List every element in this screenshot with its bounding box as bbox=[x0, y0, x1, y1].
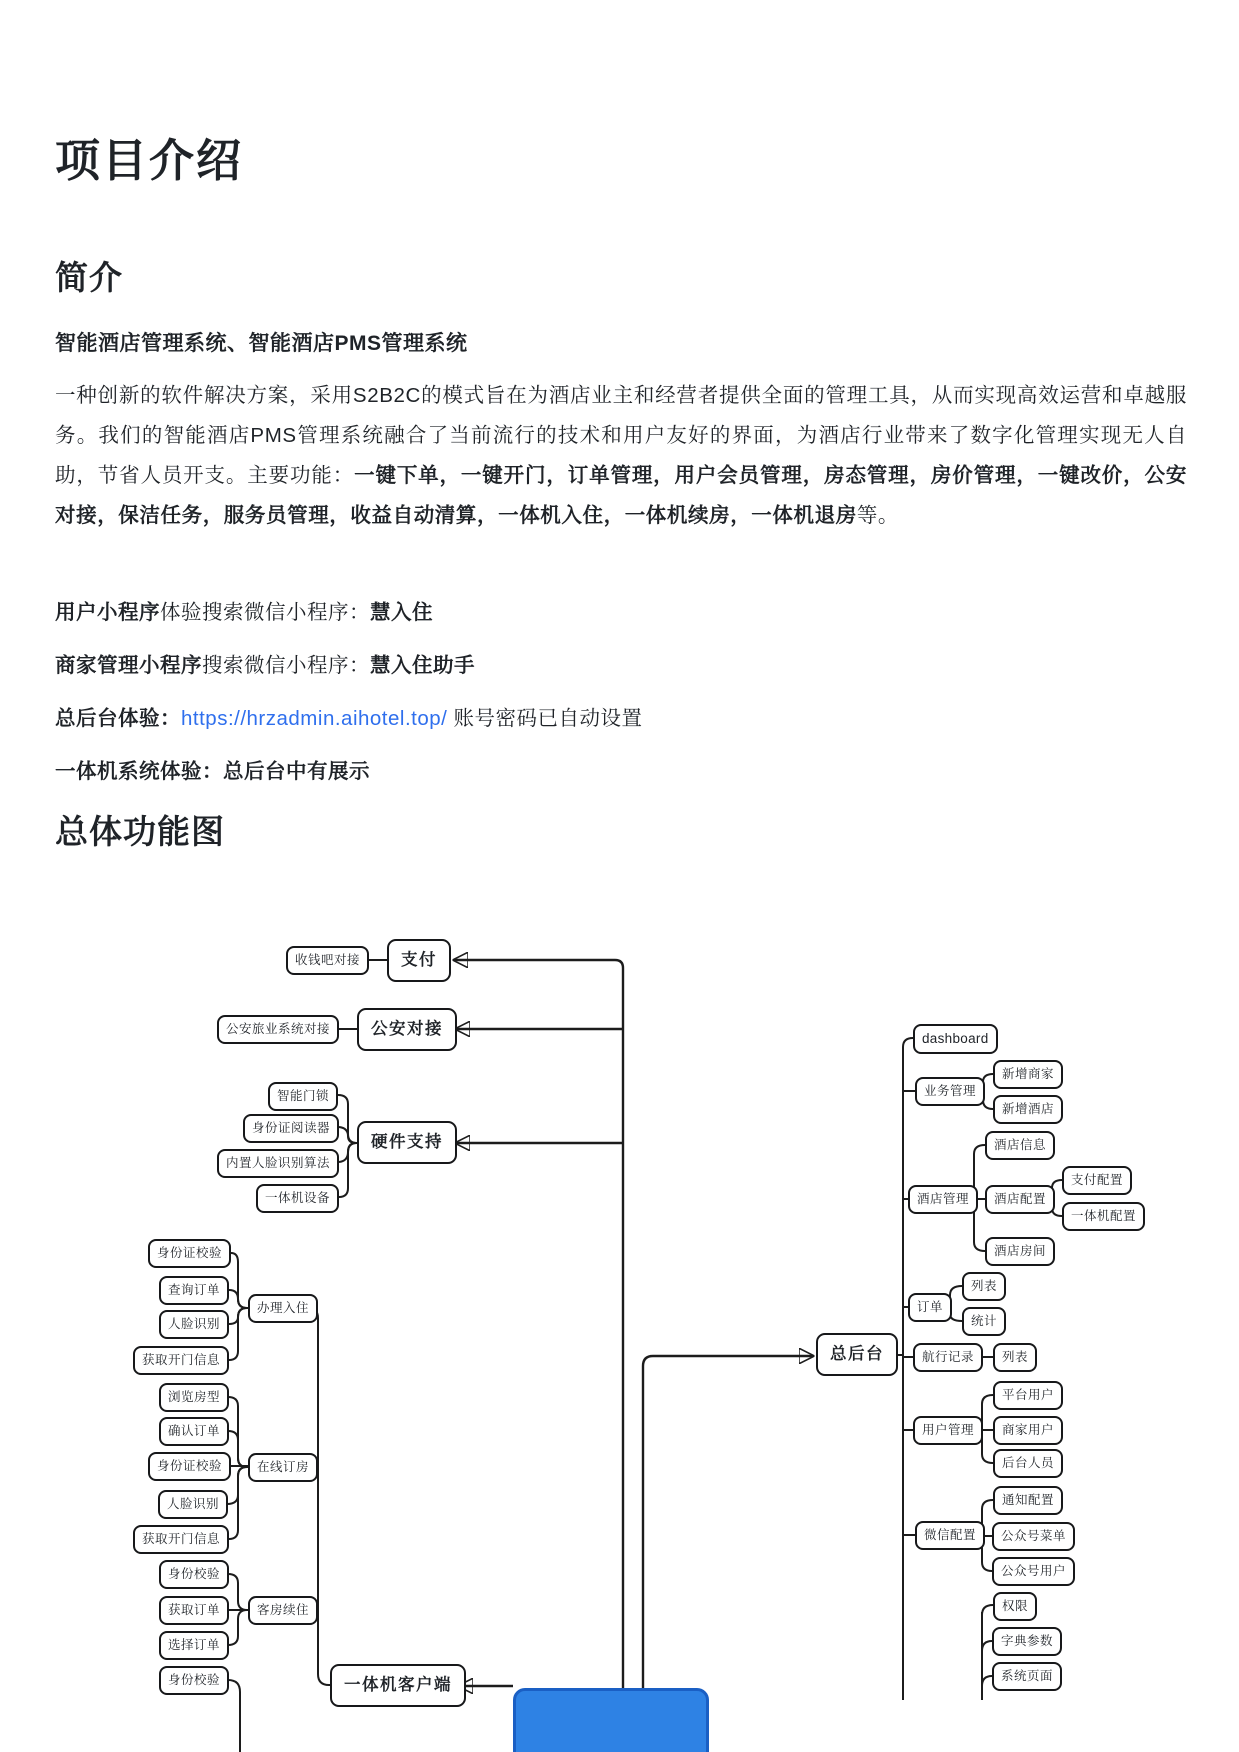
node-booking-browse: 浏览房型 bbox=[159, 1383, 229, 1412]
node-booking-door-info: 获取开门信息 bbox=[133, 1525, 229, 1554]
node-add-merchant: 新增商家 bbox=[993, 1060, 1063, 1089]
node-order-stats: 统计 bbox=[962, 1307, 1006, 1336]
node-checkout-id: 身份校验 bbox=[159, 1666, 229, 1695]
intro-paragraph-tail: 等。 bbox=[856, 504, 900, 527]
node-wechat-config: 微信配置 bbox=[915, 1521, 985, 1550]
node-booking-id-check: 身份证校验 bbox=[148, 1452, 231, 1481]
node-travel-records: 航行记录 bbox=[913, 1343, 983, 1372]
node-checkin-face: 人脸识别 bbox=[159, 1310, 229, 1339]
node-system-pages: 系统页面 bbox=[992, 1662, 1062, 1691]
node-platform-users: 平台用户 bbox=[993, 1381, 1063, 1410]
node-renew: 客房续住 bbox=[248, 1596, 318, 1625]
node-user-mgmt: 用户管理 bbox=[913, 1416, 983, 1445]
node-checkin-id-check: 身份证校验 bbox=[148, 1239, 231, 1268]
node-renew-get-order: 获取订单 bbox=[159, 1596, 229, 1625]
node-notify-config: 通知配置 bbox=[993, 1486, 1063, 1515]
diagram-heading: 总体功能图 bbox=[55, 813, 225, 850]
intro-paragraph-normal: 一种创新的软件解决方案，采用S2B2C的模式旨在为酒店业主和经营者提供全面的管理工具，从而实现高效运营和卓越服务。我们的智能酒店PMS管理系统融合了当前流行的技术和用户友好的界面，为酒店行业带来了数字化管理实现无人自助，节省人员开支。主要功能： bbox=[55, 384, 1187, 487]
user-miniprogram-value: 慧入住 bbox=[370, 601, 433, 624]
intro-paragraph-bold: 一键下单，一键开门，订单管理，用户会员管理，房态管理，房价管理，一键改价，公安对接，保洁任务，服务员管理，收益自动清算，一体机入住，一体机续房，一体机退房 bbox=[55, 464, 1187, 527]
node-smart-lock: 智能门锁 bbox=[268, 1082, 338, 1111]
node-checkin-query-order: 查询订单 bbox=[159, 1276, 229, 1305]
node-dashboard: dashboard bbox=[913, 1024, 998, 1054]
node-police: 公安对接 bbox=[357, 1008, 457, 1051]
node-permissions: 权限 bbox=[993, 1592, 1037, 1621]
node-shouqianba: 收钱吧对接 bbox=[286, 946, 369, 975]
merchant-miniprogram-text: 搜索微信小程序： bbox=[202, 654, 370, 677]
node-pay-config: 支付配置 bbox=[1062, 1166, 1132, 1195]
intro-heading: 简介 bbox=[55, 259, 123, 296]
aio-system-line: 一体机系统体验：总后台中有展示 bbox=[55, 760, 370, 783]
node-checkin-door-info: 获取开门信息 bbox=[133, 1346, 229, 1375]
node-add-hotel: 新增酒店 bbox=[993, 1095, 1063, 1124]
node-checkin: 办理入住 bbox=[248, 1294, 318, 1323]
node-booking-face: 人脸识别 bbox=[158, 1490, 228, 1519]
node-police-system: 公安旅业系统对接 bbox=[217, 1015, 339, 1044]
intro-subtitle: 智能酒店管理系统、智能酒店PMS管理系统 bbox=[55, 332, 468, 355]
node-order-list: 列表 bbox=[962, 1272, 1006, 1301]
node-oa-users: 公众号用户 bbox=[992, 1557, 1075, 1586]
node-dict-params: 字典参数 bbox=[992, 1627, 1062, 1656]
user-miniprogram-text: 体验搜索微信小程序： bbox=[160, 601, 370, 624]
root-node bbox=[513, 1688, 709, 1752]
node-hotel-mgmt: 酒店管理 bbox=[908, 1185, 978, 1214]
user-miniprogram-label: 用户小程序 bbox=[55, 601, 160, 624]
node-merchant-users: 商家用户 bbox=[993, 1416, 1063, 1445]
node-id-reader: 身份证阅读器 bbox=[243, 1114, 339, 1143]
node-admin-root: 总后台 bbox=[816, 1333, 898, 1376]
node-backend-staff: 后台人员 bbox=[993, 1449, 1063, 1478]
node-hotel-config: 酒店配置 bbox=[985, 1185, 1055, 1214]
node-business-mgmt: 业务管理 bbox=[915, 1077, 985, 1106]
node-face-algo: 内置人脸识别算法 bbox=[217, 1149, 339, 1178]
merchant-miniprogram-label: 商家管理小程序 bbox=[55, 654, 202, 677]
admin-backend-note-text: 账号密码已自动设置 bbox=[453, 707, 643, 730]
node-booking-confirm: 确认订单 bbox=[159, 1417, 229, 1446]
node-renew-id: 身份校验 bbox=[159, 1560, 229, 1589]
node-oa-menu: 公众号菜单 bbox=[992, 1522, 1075, 1551]
admin-backend-link[interactable]: https://hrzadmin.aihotel.top/ bbox=[181, 707, 448, 730]
node-renew-select-order: 选择订单 bbox=[159, 1631, 229, 1660]
node-booking: 在线订房 bbox=[248, 1453, 318, 1482]
node-hardware: 硬件支持 bbox=[357, 1121, 457, 1164]
admin-backend-label: 总后台体验： bbox=[55, 707, 181, 730]
node-travel-list: 列表 bbox=[993, 1343, 1037, 1372]
node-hotel-info: 酒店信息 bbox=[985, 1131, 1055, 1160]
node-aio-device: 一体机设备 bbox=[256, 1184, 339, 1213]
node-orders: 订单 bbox=[908, 1293, 952, 1322]
node-aio-client: 一体机客户端 bbox=[330, 1664, 466, 1707]
page-title: 项目介绍 bbox=[55, 135, 244, 186]
merchant-miniprogram-value: 慧入住助手 bbox=[370, 654, 475, 677]
node-hotel-rooms: 酒店房间 bbox=[985, 1237, 1055, 1266]
node-pay: 支付 bbox=[387, 939, 451, 982]
node-aio-config: 一体机配置 bbox=[1062, 1202, 1145, 1231]
